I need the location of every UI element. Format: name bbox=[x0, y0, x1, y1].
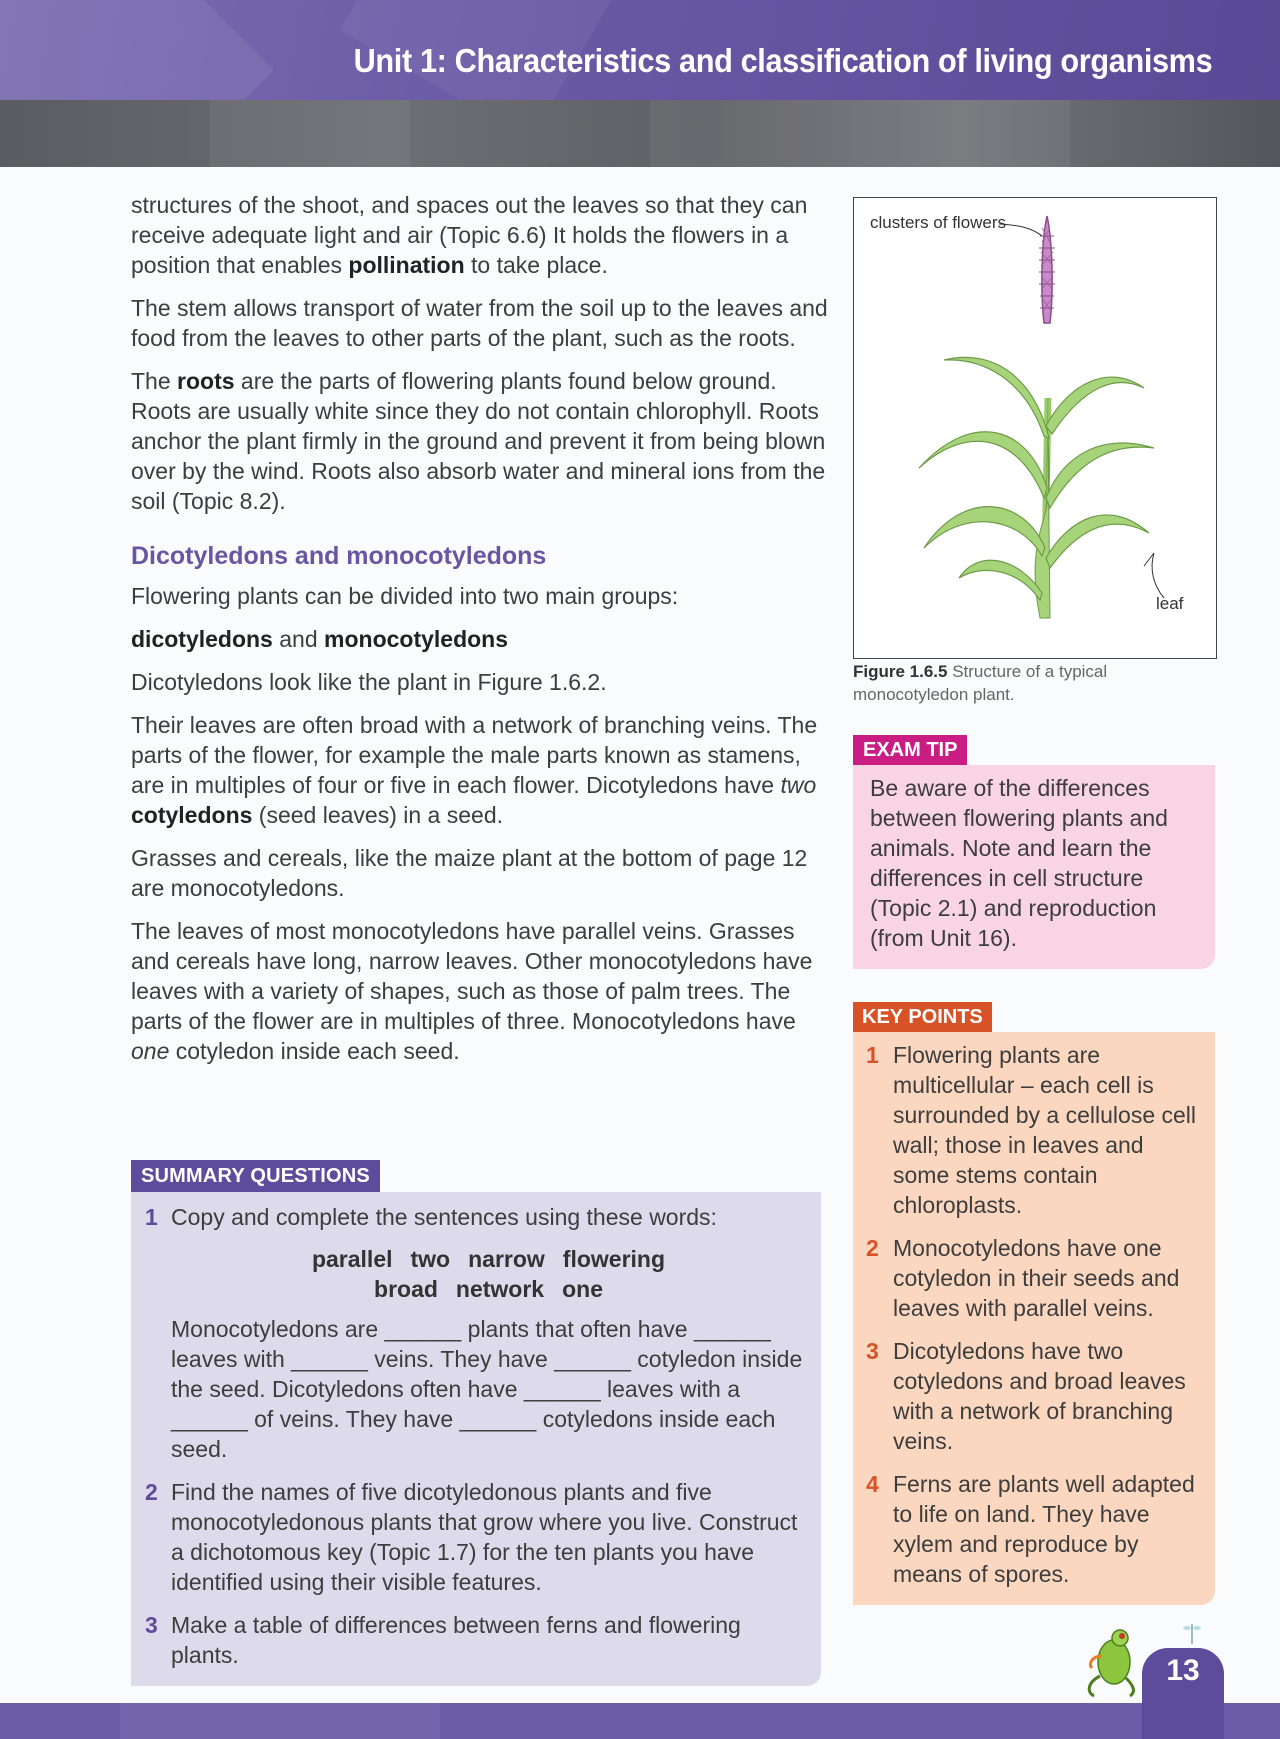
exam-tip-text: Be aware of the differences between flowering plants and animals. Note and learn the differences in cell structure (Topic 2.1) and reproduction (from Unit 16). bbox=[853, 765, 1215, 969]
key-points bbox=[853, 1002, 1215, 1605]
paragraph: Flowering plants can be divided into two main groups: bbox=[131, 583, 679, 609]
label-clusters-of-flowers: clusters of flowers bbox=[870, 213, 1007, 232]
paragraph: The stem allows transport of water from the soil up to the leaves and food from the leaves to other parts of the plant, such as the roots. bbox=[131, 295, 828, 351]
page-header bbox=[0, 0, 1280, 100]
paragraph: Grasses and cereals, like the maize plant at the bottom of page 12 are monocotyledons. bbox=[131, 845, 808, 901]
key-point: 1 Flowering plants are multicellular – each cell is surrounded by a cellulose cell wall; those in leaves and some stems contain chloroplasts. bbox=[866, 1042, 1197, 1218]
summary-questions bbox=[131, 1160, 821, 1686]
cloze-text: Monocotyledons are ______ plants that often have ______ leaves with ______ veins. They have ______ cotyledon inside the seed. Dicotyledons often have ______ leaves with a ______ of veins. They have ______ cotyledons inside each seed. bbox=[171, 1316, 803, 1462]
figure-caption: Figure 1.6.5 Structure of a typical monocotyledon plant. bbox=[853, 662, 1108, 704]
summary-box bbox=[131, 1192, 821, 1686]
question-number: 3 bbox=[145, 1612, 158, 1638]
question bbox=[145, 1202, 806, 1464]
paragraph: Dicotyledons look like the plant in Figure 1.6.2. bbox=[131, 669, 607, 695]
key-point: 2 Monocotyledons have one cotyledon in their seeds and leaves with parallel veins. bbox=[866, 1235, 1180, 1321]
paragraph: The leaves of most monocotyledons have parallel veins. Grasses and cereals have long, narrow leaves. Other monocotyledons have leaves with a variety of shapes, such as those of palm trees. The parts of the flower are in multiples of three. Monocotyledons have one cotyledon inside each seed. bbox=[131, 918, 813, 1064]
paragraph: The roots are the parts of flowering plants found below ground. Roots are usually white since they do not contain chlorophyll. Roots anchor the plant firmly in the ground and prevent it from being blown over by the wind. Roots also absorb water and mineral ions from the soil (Topic 8.2). bbox=[131, 368, 826, 514]
paragraph: structures of the shoot, and spaces out the leaves so that they can receive adequate light and air (Topic 6.6) It holds the flowers in a position that enables pollination to take place. bbox=[131, 192, 808, 278]
dragonfly-icon bbox=[1182, 1620, 1202, 1646]
page-footer bbox=[0, 1703, 1280, 1739]
key-point: 4 Ferns are plants well adapted to life on land. They have xylem and reproduce by means of spores. bbox=[866, 1471, 1195, 1587]
page-number: 13 bbox=[1166, 1654, 1200, 1687]
question-text: Make a table of differences between ferns and flowering plants. bbox=[171, 1612, 741, 1668]
unit-title: Unit 1: Characteristics and classification of living organisms bbox=[353, 42, 1212, 79]
key-point: 3 Dicotyledons have two cotyledons and broad leaves with a network of branching veins. bbox=[866, 1338, 1186, 1454]
figure-monocot-plant bbox=[853, 197, 1217, 659]
question-text: Find the names of five dicotyledonous plants and five monocotyledonous plants that grow where you live. Construct a dichotomous key (Topic 1.7) for the ten plants you have identified using their visible features. bbox=[171, 1479, 798, 1595]
frog-icon bbox=[1080, 1620, 1142, 1700]
question-text: Copy and complete the sentences using these words: bbox=[171, 1204, 717, 1230]
summary-label: SUMMARY QUESTIONS bbox=[131, 1160, 380, 1192]
label-leaf: leaf bbox=[1156, 594, 1184, 613]
key-points-label: KEY POINTS bbox=[853, 1002, 992, 1032]
exam-tip-label: EXAM TIP bbox=[853, 735, 967, 765]
question bbox=[145, 1477, 806, 1597]
exam-tip bbox=[853, 735, 1215, 969]
section-heading: Dicotyledons and monocotyledons bbox=[131, 542, 547, 570]
question-number: 1 bbox=[145, 1204, 158, 1230]
question bbox=[145, 1610, 806, 1670]
paragraph: dicotyledons and monocotyledons bbox=[131, 626, 509, 652]
paragraph: Their leaves are often broad with a network of branching veins. The parts of the flower, for example the male parts known as stamens, are in multiples of four or five in each flower. Dicotyledons have two cotyledons (seed leaves) in a seed. bbox=[131, 712, 818, 828]
plant-illustration bbox=[854, 198, 1216, 658]
word-bank: parallel two narrow flowering broad network one bbox=[311, 1246, 666, 1302]
question-number: 2 bbox=[145, 1479, 158, 1505]
header-band bbox=[0, 100, 1280, 167]
main-text bbox=[131, 190, 831, 1079]
key-points-box bbox=[853, 1032, 1215, 1605]
header-decoration bbox=[0, 0, 274, 100]
